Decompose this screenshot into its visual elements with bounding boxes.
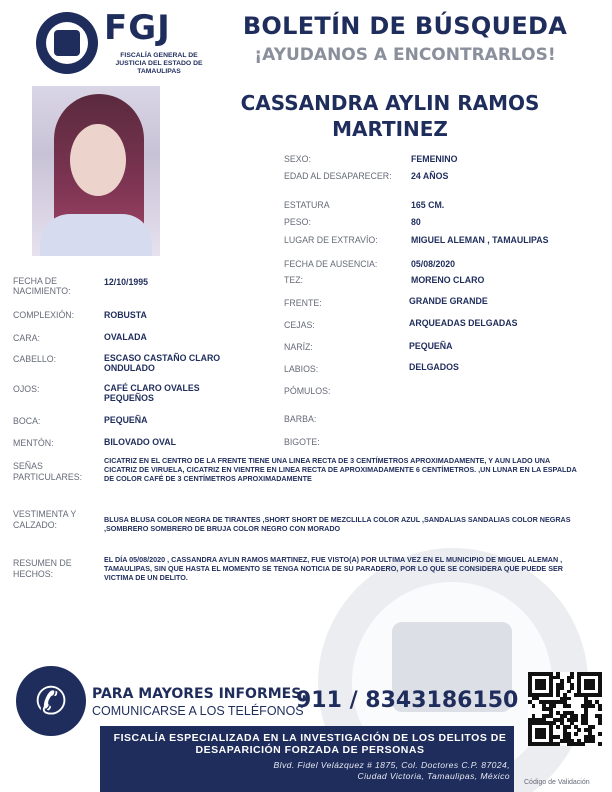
phone-numbers[interactable]: 911 / 8343186150	[296, 688, 519, 713]
phone-badge	[16, 666, 86, 736]
sex-label: SEXO:	[284, 154, 311, 164]
mouth-label: BOCA:	[13, 416, 41, 426]
marks-value: CICATRIZ EN EL CENTRO DE LA FRENTE TIENE UNA LINEA RECTA DE 3 CENTÍMETROS APROXIMADAMENTE, Y AUN LADO UNA CICATRIZ DE VIRUELA, CICATRIZ EN VIENTRE EN LINEA RECTA DE APROXIMADAMENTE 6 CENTÍMETROS. ,UN LUNAR EN LA ESPALDA DE COLOR CAFÉ DE 3 CENTÍMETROS APROXIMADAMENTE	[104, 456, 577, 483]
face-value: OVALADA	[104, 332, 147, 342]
lips-value: DELGADOS	[409, 362, 459, 372]
eyebrows-label: CEJAS:	[284, 320, 315, 330]
lips-label: LABIOS:	[284, 364, 319, 374]
person-name: CASSANDRA AYLIN RAMOS MARTINEZ	[240, 91, 540, 141]
birthdate-label: FECHA DE NACIMIENTO:	[13, 276, 71, 296]
info-line-2: COMUNICARSE A LOS TELÉFONOS	[92, 704, 304, 718]
absence-date-value: 05/08/2020	[411, 259, 456, 269]
clothing-label: VESTIMENTA Y CALZADO:	[13, 509, 77, 530]
clothing-value: BLUSA BLUSA COLOR NEGRA DE TIRANTES ,SHORT SHORT DE MEZCLILLA COLOR AZUL ,SANDALIAS SANDALIAS COLOR NEGRAS ,SOMBRERO SOMBRERO DE BRUJA COLOR NEGRO CON MORADO	[104, 515, 571, 533]
eyebrows-value: ARQUEADAS DELGADAS	[409, 318, 518, 328]
forehead-label: FRENTE:	[284, 298, 322, 308]
nose-value: PEQUEÑA	[409, 341, 453, 351]
hair-label: CABELLO:	[13, 354, 57, 364]
fgj-logo	[36, 8, 203, 80]
weight-label: PESO:	[284, 217, 311, 227]
sex-value: FEMENINO	[411, 154, 458, 164]
bulletin-subtitle: ¡AYUDANOS A ENCONTRARLOS!	[254, 45, 556, 65]
hair-value: ESCASO CASTAÑO CLARO ONDULADO	[104, 353, 221, 373]
skin-label: TEZ:	[284, 275, 304, 285]
address-line-1: Blvd. Fidel Velázquez # 1875, Col. Doctores C.P. 87024,	[273, 760, 510, 770]
cheekbones-label: PÓMULOS:	[284, 386, 331, 396]
eyes-label: OJOS:	[13, 384, 40, 394]
mouth-value: PEQUEÑA	[104, 415, 148, 425]
height-label: ESTATURA	[284, 200, 330, 210]
place-value: MIGUEL ALEMAN , TAMAULIPAS	[411, 235, 549, 245]
qr-code-icon[interactable]	[528, 672, 602, 746]
logo-subtitle: FISCALÍA GENERAL DE JUSTICIA DEL ESTADO DE TAMAULIPAS	[115, 52, 203, 75]
phone-icon: ✆	[35, 679, 67, 723]
logo-text: FGJ	[104, 8, 171, 48]
mustache-label: BIGOTE:	[284, 437, 320, 447]
seal-icon	[36, 12, 98, 74]
info-line-1: PARA MAYORES INFORMES,	[92, 686, 307, 702]
bulletin-title: BOLETÍN DE BÚSQUEDA	[242, 12, 568, 40]
build-value: ROBUSTA	[104, 310, 147, 320]
birthdate-value: 12/10/1995	[104, 277, 149, 287]
absence-date-label: FECHA DE AUSENCIA:	[284, 259, 378, 269]
skin-value: MORENO CLARO	[411, 275, 485, 285]
summary-value: EL DÍA 05/08/2020 , CASSANDRA AYLIN RAMOS MARTINEZ, FUE VISTO(A) POR ULTIMA VEZ EN EL MUNICIPIO DE MIGUEL ALEMAN , TAMAULIPAS, SIN QUE HASTA EL MOMENTO SE TENGA NOTICIA DE SU PARADERO, POR LO QUE SE CONSIDERA QUE PUEDE SER VICTIMA DE UN DELITO.	[104, 555, 563, 582]
qr-caption: Código de Validación	[524, 779, 590, 786]
build-label: COMPLEXIÓN:	[13, 310, 75, 320]
chin-label: MENTÓN:	[13, 438, 54, 448]
height-value: 165 CM.	[411, 200, 445, 210]
marks-label: SEÑAS PARTICULARES:	[13, 461, 83, 482]
beard-label: BARBA:	[284, 414, 317, 424]
eyes-value: CAFÉ CLARO OVALES PEQUEÑOS	[104, 383, 200, 403]
face-label: CARA:	[13, 333, 40, 343]
age-label: EDAD AL DESAPARECER:	[284, 171, 392, 181]
age-value: 24 AÑOS	[411, 171, 449, 181]
weight-value: 80	[411, 217, 421, 227]
chin-value: BILOVADO OVAL	[104, 437, 177, 447]
place-label: LUGAR DE EXTRAVÍO:	[284, 235, 378, 245]
missing-person-photo	[32, 86, 160, 256]
address-line-2: Ciudad Victoria, Tamaulipas, México	[357, 771, 510, 781]
forehead-value: GRANDE GRANDE	[409, 296, 488, 306]
summary-label: RESUMEN DE HECHOS:	[13, 558, 72, 579]
agency-name: FISCALÍA ESPECIALIZADA EN LA INVESTIGACIÓN DE LOS DELITOS DE DESAPARICIÓN FORZADA DE PERSONAS	[113, 732, 507, 756]
agency-address	[110, 760, 510, 782]
nose-label: NARÍZ:	[284, 342, 313, 352]
